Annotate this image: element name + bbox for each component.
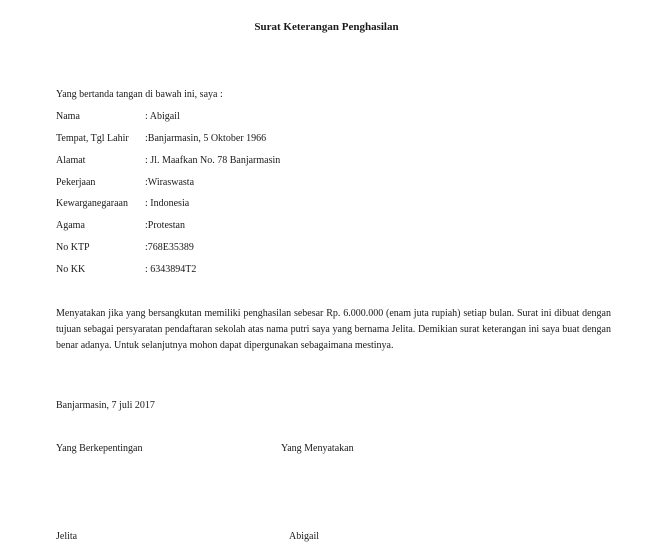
place-date: Banjarmasin, 7 juli 2017 bbox=[56, 400, 155, 411]
field-label-kk: No KK bbox=[56, 264, 86, 275]
field-label-agama: Agama bbox=[56, 220, 85, 231]
document-title: Surat Keterangan Penghasilan bbox=[254, 21, 399, 33]
signature-name-right: Abigail bbox=[289, 531, 319, 542]
field-value-agama: :Protestan bbox=[145, 220, 185, 231]
signature-name-left: Jelita bbox=[56, 531, 78, 542]
field-label-pekerjaan: Pekerjaan bbox=[56, 177, 96, 188]
signature-role-left: Yang Berkepentingan bbox=[56, 443, 143, 454]
field-value-birth: :Banjarmasin, 5 Oktober 1966 bbox=[145, 133, 267, 144]
field-label-birth: Tempat, Tgl Lahir bbox=[56, 133, 129, 144]
field-label-kewarganegaraan: Kewarganegaraan bbox=[56, 198, 128, 209]
field-value-kk: : 6343894T2 bbox=[145, 264, 197, 275]
field-value-nama: : Abigail bbox=[145, 111, 180, 122]
field-value-ktp: :768E35389 bbox=[145, 242, 194, 253]
statement-paragraph: Menyatakan jika yang bersangkutan memiliki penghasilan sebesar Rp. 6.000.000 (enam juta rupiah) setiap bulan. Surat ini dibuat dengan tujuan sebagai persyaratan pendaftaran sekolah atas nama putri saya yang bernama Jelita. Demikian surat keterangan ini saya buat dengan benar adanya. Untuk selanjutnya mohon dapat dipergunakan sebagaimana mestinya. bbox=[56, 308, 611, 351]
field-value-alamat: : Jl. Maafkan No. 78 Banjarmasin bbox=[145, 155, 281, 166]
intro-text: Yang bertanda tangan di bawah ini, saya : bbox=[56, 89, 223, 100]
field-label-nama: Nama bbox=[56, 111, 80, 122]
signature-role-right: Yang Menyatakan bbox=[281, 443, 354, 454]
field-value-pekerjaan: :Wiraswasta bbox=[145, 177, 195, 188]
field-label-alamat: Alamat bbox=[56, 155, 86, 166]
field-label-ktp: No KTP bbox=[56, 242, 90, 253]
field-value-kewarganegaraan: : Indonesia bbox=[145, 198, 190, 209]
